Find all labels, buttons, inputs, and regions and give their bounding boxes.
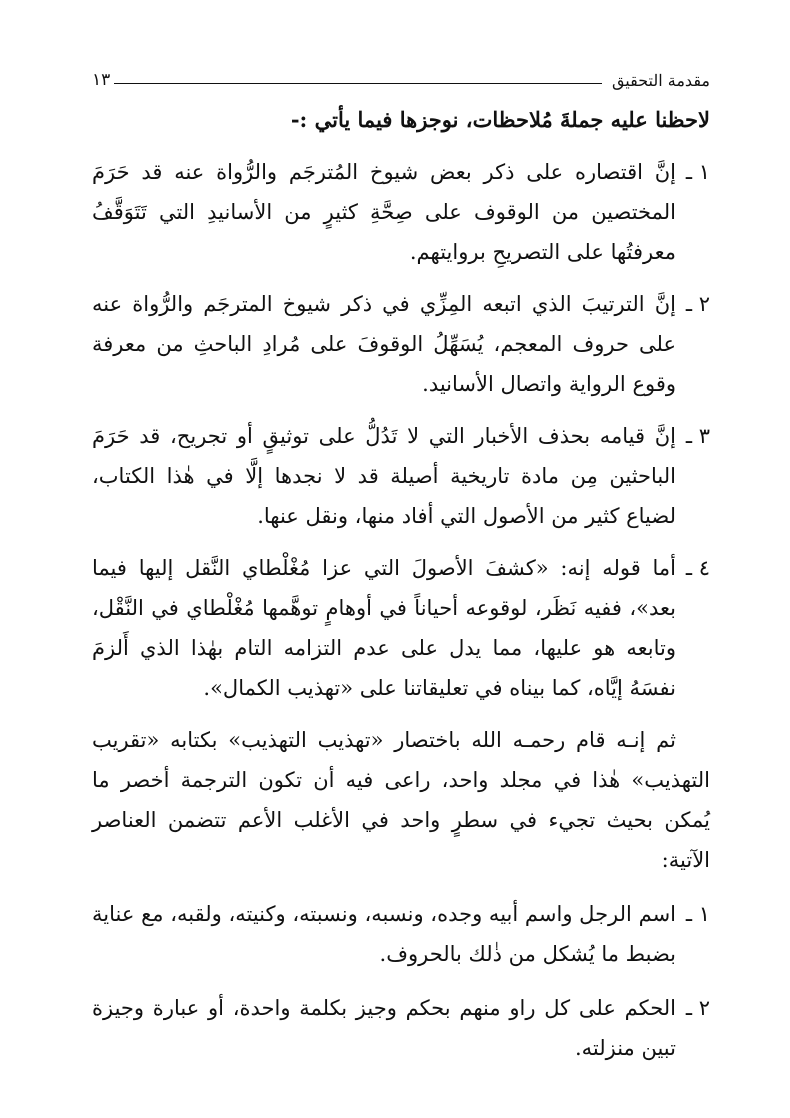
body-paragraph: ثم إنـه قام رحمـه الله باختصار «تهذيب التهذيب» بكتابه «تقريب التهذيب» هٰذا في مجلد واحد، راعى فيه أن تكون الترجمة أخصر ما يُمكن بحيث تجيء في سطرٍ واحد في الأغلب الأعم تتضمن العناصر الآتية: bbox=[92, 728, 710, 872]
element-text: الحكم على كل راو منهم بحكم وجيز بكلمة واحدة، أو عبارة وجيزة تبين منزلته. bbox=[92, 996, 676, 1060]
elements-list bbox=[92, 894, 710, 1068]
element-item bbox=[92, 988, 710, 1068]
remark-number: ١ ـ bbox=[685, 160, 710, 184]
element-number: ١ ـ bbox=[685, 902, 710, 926]
element-number: ٢ ـ bbox=[685, 996, 710, 1020]
remark-text: إنَّ اقتصاره على ذكر بعض شيوخ المُترجَم والرُّواة عنه قد حَرَمَ المختصين من الوقوف على صِحَّةِ كثيرٍ من الأسانيدِ التي تَتَوَقَّفُ معرفتُها على التصريحِ بروايتهم. bbox=[92, 160, 676, 264]
remark-text: إنَّ قيامه بحذف الأخبار التي لا تَدُلُّ على توثيقٍ أو تجريح، قد حَرَمَ الباحثين مِن مادة تاريخية أصيلة قد لا نجدها إلَّا في هٰذا الكتاب، لضياع كثير من الأصول التي أفاد منها، ونقل عنها. bbox=[92, 424, 676, 528]
remark-item bbox=[92, 548, 710, 708]
remark-item bbox=[92, 152, 710, 272]
running-header bbox=[92, 60, 710, 90]
lead-sentence: لاحظنا عليه جملةَ مُلاحظات، نوجزها فيما يأتي :- bbox=[290, 107, 710, 132]
remark-item bbox=[92, 284, 710, 404]
remark-number: ٣ ـ bbox=[685, 424, 710, 448]
remark-item bbox=[92, 416, 710, 536]
remark-number: ٤ ـ bbox=[685, 556, 710, 580]
header-title: مقدمة التحقيق bbox=[611, 71, 710, 90]
header-rule bbox=[114, 83, 602, 84]
remark-text: إنَّ الترتيبَ الذي اتبعه المِزِّي في ذكر شيوخ المترجَم والرُّواة عنه على حروف المعجم، يُسَهِّلُ الوقوفَ على مُرادِ الباحثِ من معرفة وقوع الرواية واتصال الأسانيد. bbox=[92, 292, 676, 396]
page-number: ١٣ bbox=[92, 70, 111, 90]
remarks-list bbox=[92, 152, 710, 708]
page-body bbox=[92, 100, 710, 1082]
remark-text: أما قوله إنه: «كشفَ الأصولَ التي عزا مُغْلْطاي النَّقل إليها فيما بعد»، ففيه نَظَر، لوقوعه أحياناً في أوهامٍ توهَّمها مُغْلْطاي في النَّقْل، وتابعه هو عليها، مما يدل على عدم التزامه التام بهٰذا الذي أَلزمَ نفسَهُ إيَّاه، كما بيناه في تعليقاتنا على «تهذيب الكمال». bbox=[92, 556, 676, 700]
element-item bbox=[92, 894, 710, 974]
remark-number: ٢ ـ bbox=[685, 292, 710, 316]
element-text: اسم الرجل واسم أبيه وجده، ونسبه، ونسبته، وكنيته، ولقبه، مع عناية بضبط ما يُشكل من ذٰلك بالحروف. bbox=[92, 902, 676, 966]
